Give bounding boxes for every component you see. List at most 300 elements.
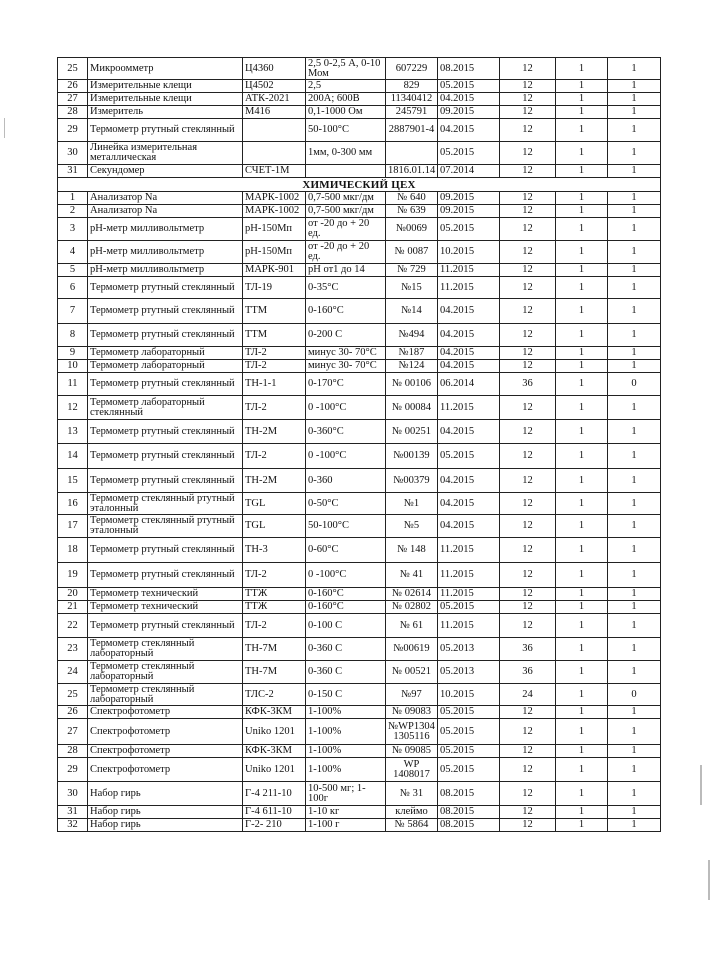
quantity-cell: 1: [556, 106, 608, 119]
instrument-type-cell: М416: [243, 106, 306, 119]
serial-number-cell: №0069: [386, 218, 438, 241]
verification-date-cell: 11.2015: [438, 614, 500, 638]
status-count-cell: 1: [608, 469, 661, 493]
table-row: [58, 493, 661, 515]
row-number-cell: 15: [58, 469, 88, 493]
measurement-range-cell: 0-360 С: [306, 638, 386, 661]
interval-months-cell: 12: [500, 806, 556, 819]
quantity-cell: 1: [556, 218, 608, 241]
interval-months-cell: 12: [500, 719, 556, 745]
instrument-type-cell: TGL: [243, 515, 306, 538]
quantity-cell: 1: [556, 806, 608, 819]
quantity-cell: 1: [556, 706, 608, 719]
verification-date-cell: 05.2013: [438, 638, 500, 661]
table-row: [58, 264, 661, 277]
verification-date-cell: 10.2015: [438, 684, 500, 706]
row-number-cell: 6: [58, 277, 88, 299]
verification-date-cell: 04.2015: [438, 360, 500, 373]
interval-months-cell: 12: [500, 218, 556, 241]
instrument-name-cell: Термометр стеклянный ртутный эталонный: [88, 515, 243, 538]
instrument-type-cell: ТН-1-1: [243, 373, 306, 396]
table-row: [58, 469, 661, 493]
serial-number-cell: № 41: [386, 563, 438, 588]
verification-date-cell: 09.2015: [438, 205, 500, 218]
serial-number-cell: №494: [386, 324, 438, 347]
serial-number-cell: № 02802: [386, 601, 438, 614]
quantity-cell: 1: [556, 588, 608, 601]
interval-months-cell: 36: [500, 638, 556, 661]
quantity-cell: 1: [556, 396, 608, 420]
interval-months-cell: 12: [500, 205, 556, 218]
table-row: [58, 782, 661, 806]
interval-months-cell: 12: [500, 142, 556, 165]
measurement-range-cell: 50-100°С: [306, 515, 386, 538]
table-row: [58, 241, 661, 264]
table-row: [58, 165, 661, 178]
verification-date-cell: 04.2015: [438, 119, 500, 142]
instrument-name-cell: pH-метр милливольтметр: [88, 241, 243, 264]
status-count-cell: 1: [608, 119, 661, 142]
instrument-type-cell: ТТМ: [243, 324, 306, 347]
measurement-range-cell: 50-100°С: [306, 119, 386, 142]
section-header-row: [58, 178, 661, 192]
interval-months-cell: 12: [500, 119, 556, 142]
row-number-cell: 11: [58, 373, 88, 396]
verification-date-cell: 11.2015: [438, 538, 500, 563]
instrument-type-cell: Uniko 1201: [243, 758, 306, 782]
status-count-cell: 1: [608, 420, 661, 444]
row-number-cell: 27: [58, 93, 88, 106]
measurement-range-cell: 2,5 0-2,5 А, 0-10 Мом: [306, 58, 386, 80]
status-count-cell: 1: [608, 299, 661, 324]
serial-number-cell: № 02614: [386, 588, 438, 601]
instrument-type-cell: Uniko 1201: [243, 719, 306, 745]
table-row: [58, 277, 661, 299]
instrument-name-cell: Измеритель: [88, 106, 243, 119]
row-number-cell: 4: [58, 241, 88, 264]
quantity-cell: 1: [556, 601, 608, 614]
table-row: [58, 93, 661, 106]
scan-mark: [4, 118, 5, 138]
instrument-name-cell: Анализатор Na: [88, 205, 243, 218]
interval-months-cell: 12: [500, 444, 556, 469]
instrument-name-cell: Термометр ртутный стеклянный: [88, 420, 243, 444]
instrument-name-cell: Термометр ртутный стеклянный: [88, 444, 243, 469]
verification-date-cell: 04.2015: [438, 469, 500, 493]
instrument-type-cell: ТТМ: [243, 299, 306, 324]
instrument-type-cell: ТЛ-2: [243, 396, 306, 420]
table-section-chemical: [58, 192, 661, 832]
table-row: [58, 538, 661, 563]
verification-date-cell: 11.2015: [438, 277, 500, 299]
table-row: [58, 601, 661, 614]
serial-number-cell: 245791: [386, 106, 438, 119]
serial-number-cell: № 31: [386, 782, 438, 806]
instrument-name-cell: Термометр ртутный стеклянный: [88, 119, 243, 142]
interval-months-cell: 12: [500, 819, 556, 832]
serial-number-cell: №00379: [386, 469, 438, 493]
interval-months-cell: 12: [500, 93, 556, 106]
instrument-name-cell: Спектрофотометр: [88, 758, 243, 782]
table-row: [58, 396, 661, 420]
table-row: [58, 638, 661, 661]
instrument-type-cell: АТК-2021: [243, 93, 306, 106]
table-row: [58, 819, 661, 832]
instrument-name-cell: Термометр ртутный стеклянный: [88, 277, 243, 299]
quantity-cell: 1: [556, 142, 608, 165]
instrument-type-cell: pH-150Мп: [243, 218, 306, 241]
table-row: [58, 299, 661, 324]
row-number-cell: 25: [58, 684, 88, 706]
status-count-cell: 1: [608, 93, 661, 106]
row-number-cell: 21: [58, 601, 88, 614]
row-number-cell: 32: [58, 819, 88, 832]
table-row: [58, 706, 661, 719]
serial-number-cell: № 640: [386, 192, 438, 205]
instrument-type-cell: КФК-3КМ: [243, 745, 306, 758]
serial-number-cell: 11340412: [386, 93, 438, 106]
quantity-cell: 1: [556, 241, 608, 264]
serial-number-cell: клеймо: [386, 806, 438, 819]
measurement-range-cell: 0-35°С: [306, 277, 386, 299]
measurement-range-cell: 0 -100°С: [306, 563, 386, 588]
quantity-cell: 1: [556, 264, 608, 277]
verification-date-cell: 08.2015: [438, 806, 500, 819]
quantity-cell: 1: [556, 745, 608, 758]
interval-months-cell: 12: [500, 782, 556, 806]
verification-date-cell: 09.2015: [438, 106, 500, 119]
instrument-name-cell: Спектрофотометр: [88, 706, 243, 719]
status-count-cell: 1: [608, 106, 661, 119]
row-number-cell: 2: [58, 205, 88, 218]
interval-months-cell: 12: [500, 165, 556, 178]
serial-number-cell: № 09085: [386, 745, 438, 758]
table-row: [58, 347, 661, 360]
verification-date-cell: 05.2015: [438, 601, 500, 614]
measurement-range-cell: 0-360 С: [306, 661, 386, 684]
verification-date-cell: 04.2015: [438, 515, 500, 538]
section-title: ХИМИЧЕСКИЙ ЦЕХ: [58, 178, 661, 192]
verification-date-cell: 05.2015: [438, 142, 500, 165]
row-number-cell: 14: [58, 444, 88, 469]
instrument-type-cell: Г-4 611-10: [243, 806, 306, 819]
instrument-name-cell: Термометр лабораторный: [88, 360, 243, 373]
interval-months-cell: 12: [500, 299, 556, 324]
measurement-range-cell: минус 30- 70°С: [306, 347, 386, 360]
row-number-cell: 8: [58, 324, 88, 347]
row-number-cell: 25: [58, 58, 88, 80]
verification-date-cell: 08.2015: [438, 782, 500, 806]
status-count-cell: 1: [608, 241, 661, 264]
status-count-cell: 1: [608, 347, 661, 360]
table-row: [58, 719, 661, 745]
interval-months-cell: 12: [500, 241, 556, 264]
table-row: [58, 588, 661, 601]
quantity-cell: 1: [556, 614, 608, 638]
verification-date-cell: 04.2015: [438, 324, 500, 347]
serial-number-cell: № 639: [386, 205, 438, 218]
measurement-range-cell: 1-10 кг: [306, 806, 386, 819]
verification-date-cell: 05.2015: [438, 719, 500, 745]
row-number-cell: 22: [58, 614, 88, 638]
quantity-cell: 1: [556, 360, 608, 373]
quantity-cell: 1: [556, 299, 608, 324]
instrument-type-cell: ТЛ-19: [243, 277, 306, 299]
instrument-name-cell: Термометр стеклянный ртутный эталонный: [88, 493, 243, 515]
row-number-cell: 1: [58, 192, 88, 205]
verification-date-cell: 04.2015: [438, 347, 500, 360]
quantity-cell: 1: [556, 93, 608, 106]
instrument-name-cell: Измерительные клещи: [88, 93, 243, 106]
quantity-cell: 1: [556, 420, 608, 444]
interval-months-cell: 12: [500, 264, 556, 277]
table-row: [58, 106, 661, 119]
row-number-cell: 9: [58, 347, 88, 360]
serial-number-cell: № 09083: [386, 706, 438, 719]
serial-number-cell: №15: [386, 277, 438, 299]
interval-months-cell: 36: [500, 661, 556, 684]
table-row: [58, 661, 661, 684]
row-number-cell: 29: [58, 119, 88, 142]
instrument-type-cell: pH-150Мп: [243, 241, 306, 264]
table-row: [58, 324, 661, 347]
serial-number-cell: № 00521: [386, 661, 438, 684]
quantity-cell: 1: [556, 638, 608, 661]
status-count-cell: 1: [608, 205, 661, 218]
status-count-cell: 1: [608, 80, 661, 93]
status-count-cell: 1: [608, 782, 661, 806]
interval-months-cell: 12: [500, 706, 556, 719]
measurement-range-cell: 0-60°С: [306, 538, 386, 563]
instrument-name-cell: Термометр технический: [88, 588, 243, 601]
instrument-name-cell: Спектрофотометр: [88, 745, 243, 758]
instrument-name-cell: pH-метр милливольтметр: [88, 218, 243, 241]
measurement-range-cell: 0,7-500 мкг/дм: [306, 205, 386, 218]
row-number-cell: 23: [58, 638, 88, 661]
status-count-cell: 1: [608, 601, 661, 614]
row-number-cell: 3: [58, 218, 88, 241]
serial-number-cell: № 0087: [386, 241, 438, 264]
instrument-name-cell: Термометр ртутный стеклянный: [88, 563, 243, 588]
measurement-range-cell: 0-150 С: [306, 684, 386, 706]
row-number-cell: 26: [58, 80, 88, 93]
interval-months-cell: 12: [500, 538, 556, 563]
instrument-name-cell: Набор гирь: [88, 819, 243, 832]
row-number-cell: 30: [58, 142, 88, 165]
interval-months-cell: 12: [500, 469, 556, 493]
interval-months-cell: 12: [500, 601, 556, 614]
instrument-name-cell: Термометр ртутный стеклянный: [88, 373, 243, 396]
row-number-cell: 10: [58, 360, 88, 373]
status-count-cell: 1: [608, 563, 661, 588]
table-row: [58, 444, 661, 469]
instrument-type-cell: Г-4 211-10: [243, 782, 306, 806]
interval-months-cell: 12: [500, 324, 556, 347]
serial-number-cell: №14: [386, 299, 438, 324]
serial-number-cell: № 729: [386, 264, 438, 277]
instrument-type-cell: ТН-2М: [243, 420, 306, 444]
measurement-range-cell: [306, 165, 386, 178]
instrument-name-cell: Спектрофотометр: [88, 719, 243, 745]
table-row: [58, 360, 661, 373]
row-number-cell: 28: [58, 106, 88, 119]
instrument-name-cell: Термометр стеклянный лабораторный: [88, 684, 243, 706]
row-number-cell: 24: [58, 661, 88, 684]
verification-date-cell: 04.2015: [438, 493, 500, 515]
status-count-cell: 1: [608, 819, 661, 832]
serial-number-cell: 829: [386, 80, 438, 93]
measurement-range-cell: 0 -100°С: [306, 396, 386, 420]
quantity-cell: 1: [556, 684, 608, 706]
interval-months-cell: 12: [500, 58, 556, 80]
serial-number-cell: 607229: [386, 58, 438, 80]
table-row: [58, 758, 661, 782]
verification-date-cell: 11.2015: [438, 396, 500, 420]
measurement-range-cell: 1-100%: [306, 719, 386, 745]
row-number-cell: 30: [58, 782, 88, 806]
row-number-cell: 12: [58, 396, 88, 420]
instrument-type-cell: КФК-3КМ: [243, 706, 306, 719]
instrument-name-cell: Термометр ртутный стеклянный: [88, 538, 243, 563]
instrument-type-cell: [243, 119, 306, 142]
instrument-type-cell: Ц4502: [243, 80, 306, 93]
instrument-type-cell: Г-2- 210: [243, 819, 306, 832]
quantity-cell: 1: [556, 192, 608, 205]
table-row: [58, 218, 661, 241]
serial-number-cell: №187: [386, 347, 438, 360]
quantity-cell: 1: [556, 165, 608, 178]
row-number-cell: 31: [58, 165, 88, 178]
instrument-type-cell: МАРК-901: [243, 264, 306, 277]
serial-number-cell: № 00251: [386, 420, 438, 444]
verification-date-cell: 05.2015: [438, 745, 500, 758]
instrument-name-cell: Термометр стеклянный лабораторный: [88, 638, 243, 661]
serial-number-cell: 2887901-4: [386, 119, 438, 142]
instrument-name-cell: Термометр лабораторный стеклянный: [88, 396, 243, 420]
measurement-range-cell: минус 30- 70°С: [306, 360, 386, 373]
instrument-type-cell: ТТЖ: [243, 601, 306, 614]
table-row: [58, 745, 661, 758]
table-row: [58, 58, 661, 80]
status-count-cell: 1: [608, 444, 661, 469]
quantity-cell: 1: [556, 469, 608, 493]
instrument-name-cell: Секундомер: [88, 165, 243, 178]
instrument-type-cell: [243, 142, 306, 165]
interval-months-cell: 12: [500, 493, 556, 515]
interval-months-cell: 24: [500, 684, 556, 706]
verification-date-cell: 04.2015: [438, 299, 500, 324]
status-count-cell: 1: [608, 192, 661, 205]
status-count-cell: 1: [608, 638, 661, 661]
measurement-range-cell: 0-160°С: [306, 588, 386, 601]
interval-months-cell: 12: [500, 277, 556, 299]
serial-number-cell: №97: [386, 684, 438, 706]
serial-number-cell: №WP1304 1305116: [386, 719, 438, 745]
row-number-cell: 28: [58, 745, 88, 758]
interval-months-cell: 12: [500, 614, 556, 638]
instrument-type-cell: МАРК-1002: [243, 192, 306, 205]
measurement-range-cell: 0-360: [306, 469, 386, 493]
instrument-type-cell: Ц4360: [243, 58, 306, 80]
row-number-cell: 26: [58, 706, 88, 719]
table-section-top: [58, 58, 661, 178]
verification-date-cell: 07.2014: [438, 165, 500, 178]
status-count-cell: 1: [608, 758, 661, 782]
measurement-range-cell: 1мм, 0-300 мм: [306, 142, 386, 165]
verification-date-cell: 04.2015: [438, 93, 500, 106]
instrument-type-cell: МАРК-1002: [243, 205, 306, 218]
row-number-cell: 31: [58, 806, 88, 819]
serial-number-cell: №00139: [386, 444, 438, 469]
scan-mark: [700, 765, 702, 805]
status-count-cell: 1: [608, 745, 661, 758]
quantity-cell: 1: [556, 205, 608, 218]
table-row: [58, 205, 661, 218]
interval-months-cell: 12: [500, 588, 556, 601]
measurement-range-cell: 0-360°С: [306, 420, 386, 444]
measurement-range-cell: 0-160°С: [306, 299, 386, 324]
verification-date-cell: 05.2015: [438, 444, 500, 469]
serial-number-cell: № 00106: [386, 373, 438, 396]
table-row: [58, 806, 661, 819]
quantity-cell: 1: [556, 758, 608, 782]
scan-mark: [708, 860, 710, 900]
serial-number-cell: [386, 142, 438, 165]
instrument-name-cell: Набор гирь: [88, 806, 243, 819]
status-count-cell: 1: [608, 218, 661, 241]
quantity-cell: 1: [556, 444, 608, 469]
row-number-cell: 7: [58, 299, 88, 324]
interval-months-cell: 12: [500, 106, 556, 119]
instrument-name-cell: Термометр ртутный стеклянный: [88, 614, 243, 638]
quantity-cell: 1: [556, 493, 608, 515]
interval-months-cell: 12: [500, 396, 556, 420]
instrument-type-cell: ТЛ-2: [243, 614, 306, 638]
verification-date-cell: 05.2015: [438, 218, 500, 241]
instrument-name-cell: Микроомметр: [88, 58, 243, 80]
measurement-range-cell: 0,1-1000 Ом: [306, 106, 386, 119]
quantity-cell: 1: [556, 661, 608, 684]
measurement-range-cell: 0-160°С: [306, 601, 386, 614]
quantity-cell: 1: [556, 782, 608, 806]
instrument-name-cell: Анализатор Na: [88, 192, 243, 205]
serial-number-cell: № 148: [386, 538, 438, 563]
instrument-type-cell: TGL: [243, 493, 306, 515]
serial-number-cell: WP 1408017: [386, 758, 438, 782]
row-number-cell: 29: [58, 758, 88, 782]
serial-number-cell: № 5864: [386, 819, 438, 832]
measurement-range-cell: 1-100%: [306, 706, 386, 719]
measurement-range-cell: 1-100%: [306, 758, 386, 782]
quantity-cell: 1: [556, 347, 608, 360]
quantity-cell: 1: [556, 119, 608, 142]
verification-date-cell: 08.2015: [438, 819, 500, 832]
interval-months-cell: 12: [500, 515, 556, 538]
instrument-type-cell: ТЛ-2: [243, 347, 306, 360]
measurement-range-cell: 10-500 мг; 1-100г: [306, 782, 386, 806]
instrument-name-cell: Термометр лабораторный: [88, 347, 243, 360]
serial-number-cell: №5: [386, 515, 438, 538]
interval-months-cell: 12: [500, 80, 556, 93]
instrument-name-cell: Измерительные клещи: [88, 80, 243, 93]
verification-date-cell: 11.2015: [438, 563, 500, 588]
table-row: [58, 142, 661, 165]
interval-months-cell: 12: [500, 758, 556, 782]
serial-number-cell: №124: [386, 360, 438, 373]
table-row: [58, 563, 661, 588]
interval-months-cell: 12: [500, 745, 556, 758]
status-count-cell: 1: [608, 538, 661, 563]
